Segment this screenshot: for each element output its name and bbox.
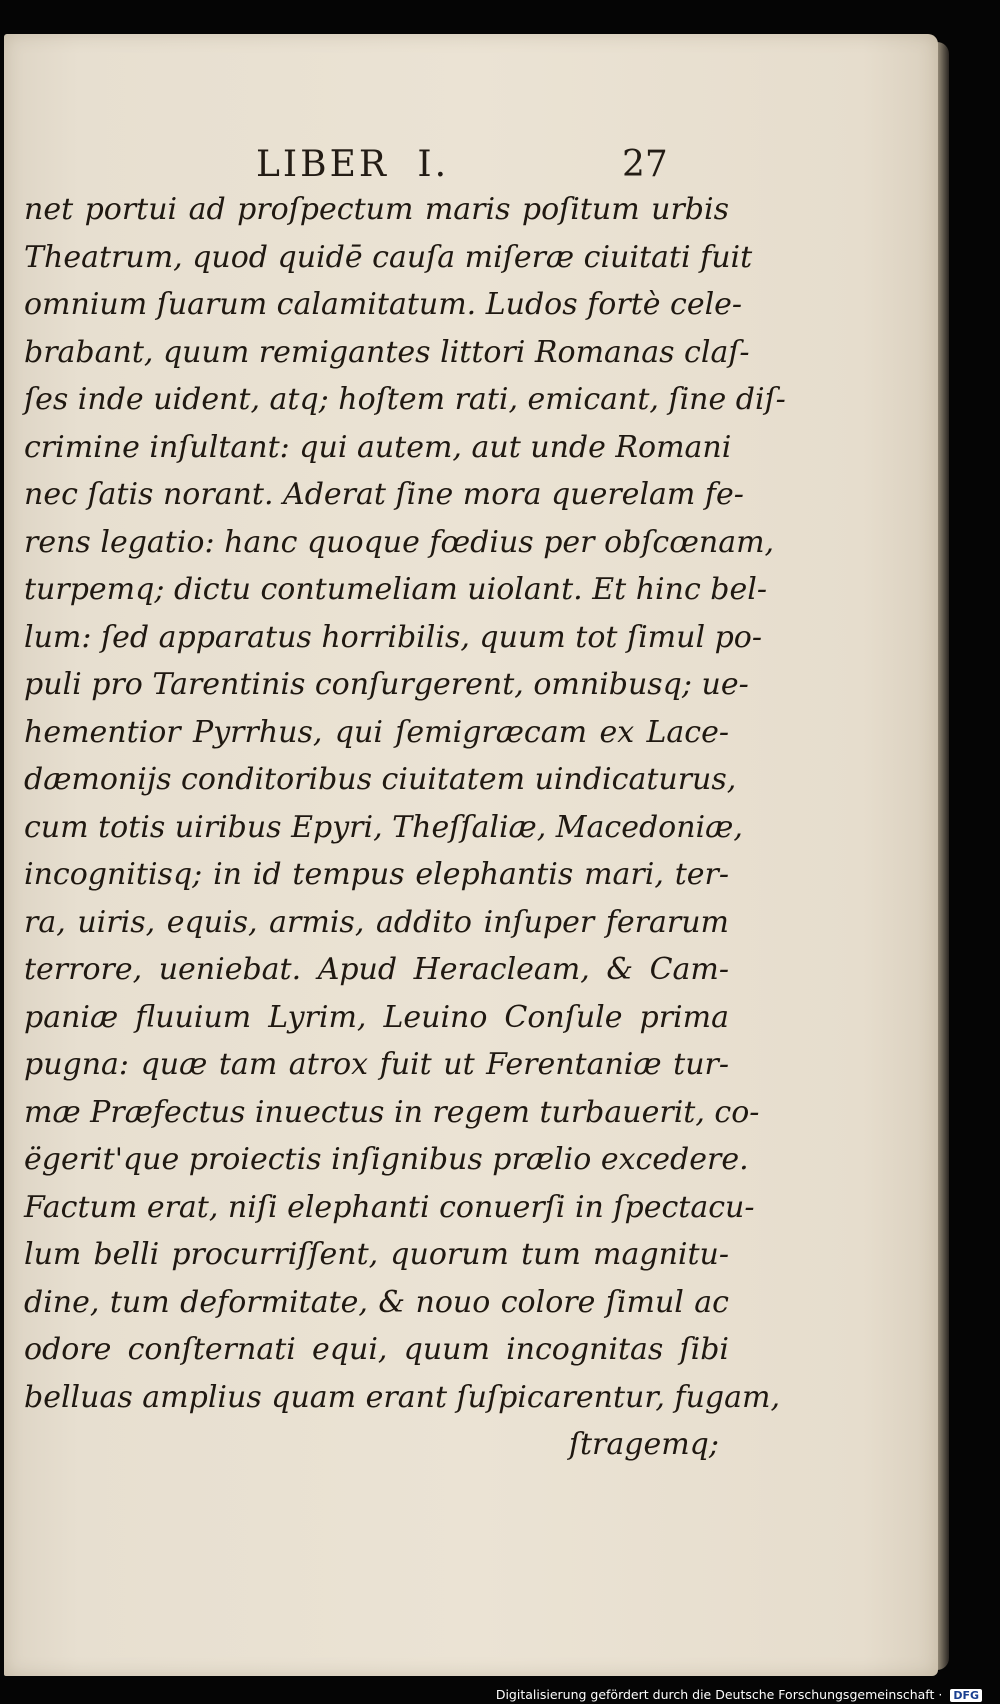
text-line: pugna: quæ tam atrox fuit ut Ferentaniæ tur- <box>24 1047 729 1082</box>
running-head: LIBER I. <box>256 144 450 185</box>
text-line: odore conſternati equi, quum incognitas ſibi <box>24 1332 729 1367</box>
text-line: terrore, ueniebat. Apud Heracleam, & Cam- <box>24 952 729 987</box>
text-line: lum: ſed apparatus horribilis, quum tot ſimul po- <box>24 619 762 655</box>
text-line: mæ Præfectus inuectus in regem turbauerit, co- <box>24 1094 760 1130</box>
catchword: ſtragemq; <box>568 1427 719 1462</box>
text-line: dine, tum deformitate, & nouo colore ſimul ac <box>24 1284 729 1320</box>
page-header <box>4 144 938 188</box>
book-page <box>4 34 938 1676</box>
text-line: nec ſatis norant. Aderat ſine mora querelam fe- <box>24 477 744 512</box>
text-line: ra, uiris, equis, armis, addito inſuper ferarum <box>24 904 729 940</box>
text-line: paniæ fluuium Lyrim, Leuino Conſule prima <box>24 999 729 1035</box>
text-line: Theatrum, quod quidē cauſa miſeræ ciuitati fuit <box>24 239 753 275</box>
dfg-logo: DFG <box>950 1689 982 1702</box>
text-line: Factum erat, niſi elephanti conuerſi in ſpectacu- <box>24 1189 755 1225</box>
text-line: dæmonijs conditoribus ciuitatem uindicaturus, <box>24 762 737 797</box>
digitization-footer <box>496 1687 982 1702</box>
text-line: rens legatio: hanc quoque fœdius per obſcœnam, <box>24 524 775 560</box>
page-number: 27 <box>622 144 668 185</box>
text-line: ſes inde uident, atq; hoſtem rati, emicant, ſine diſ- <box>24 382 786 417</box>
body-text <box>24 186 786 1469</box>
digitization-note: Digitalisierung gefördert durch die Deutsche Forschungsgemeinschaft · <box>495 1687 943 1702</box>
text-line: belluas amplius quam erant ſuſpicarentur, fugam, <box>24 1379 780 1415</box>
text-line: ëgerit'que proiectis inſignibus prælio excedere. <box>24 1142 749 1177</box>
text-line: cum totis uiribus Epyri, Theſſaliæ, Macedoniæ, <box>24 809 743 845</box>
text-line: turpemq; dictu contumeliam uiolant. Et hinc bel- <box>24 572 767 607</box>
text-line: net portui ad proſpectum maris poſitum urbis <box>24 192 729 227</box>
text-line: puli pro Tarentinis conſurgerent, omnibusq; ue- <box>24 667 749 702</box>
text-line: incognitisq; in id tempus elephantis mari, ter- <box>24 857 729 892</box>
text-line: omnium ſuarum calamitatum. Ludos fortè cele- <box>24 287 743 322</box>
text-line: crimine inſultant: qui autem, aut unde Romani <box>24 429 732 465</box>
text-line: hementior Pyrrhus, qui ſemigræcam ex Lace- <box>24 714 729 750</box>
text-line: brabant, quum remigantes littori Romanas claſ- <box>24 334 750 370</box>
text-line: lum belli procurriſſent, quorum tum magnitu- <box>24 1237 729 1272</box>
